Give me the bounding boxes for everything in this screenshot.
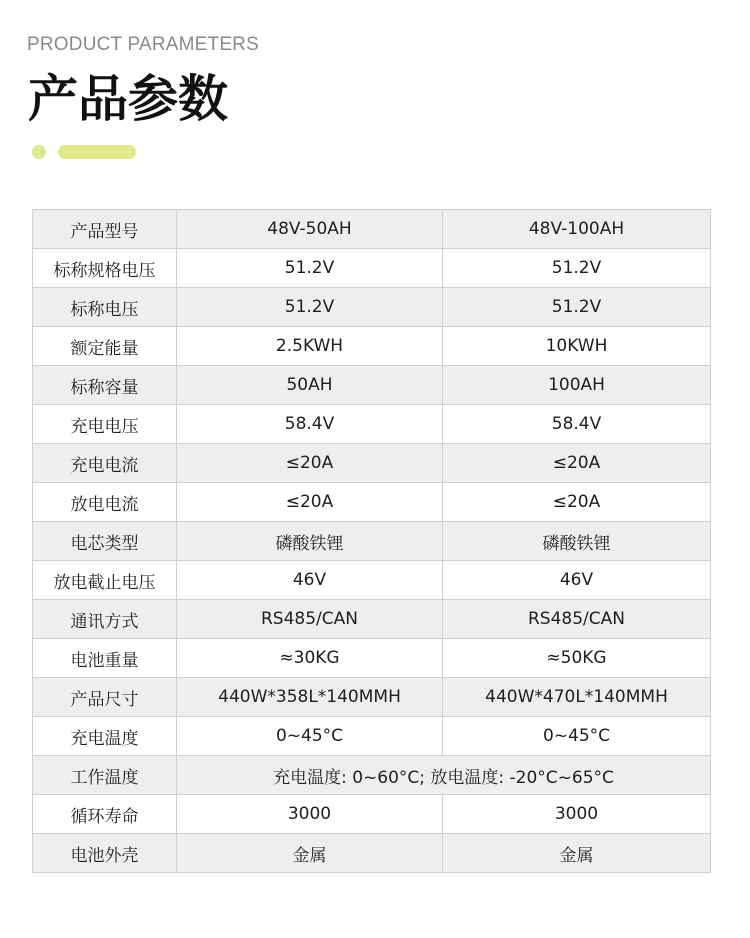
row-label: 产品型号 <box>33 210 177 249</box>
row-label: 产品尺寸 <box>33 678 177 717</box>
table-row <box>33 366 711 405</box>
value-cell: 51.2V <box>443 249 711 288</box>
table-row <box>33 678 711 717</box>
value-cell: ≈50KG <box>443 639 711 678</box>
value-cell: 58.4V <box>177 405 443 444</box>
value-cell: RS485/CAN <box>443 600 711 639</box>
value-cell: 51.2V <box>177 249 443 288</box>
value-cell: 50AH <box>177 366 443 405</box>
table-row <box>33 249 711 288</box>
value-cell: 51.2V <box>443 288 711 327</box>
row-label: 电池外壳 <box>33 834 177 873</box>
value-cell: 46V <box>177 561 443 600</box>
section-subtitle: PRODUCT PARAMETERS <box>27 34 259 55</box>
accent-bar <box>58 145 136 159</box>
table-row <box>33 795 711 834</box>
row-label: 标称容量 <box>33 366 177 405</box>
table-row <box>33 639 711 678</box>
table-row <box>33 483 711 522</box>
value-cell: 2.5KWH <box>177 327 443 366</box>
table-row <box>33 834 711 873</box>
table-row <box>33 327 711 366</box>
row-label: 充电电压 <box>33 405 177 444</box>
row-label: 工作温度 <box>33 756 177 795</box>
value-cell: 金属 <box>443 834 711 873</box>
value-cell: 51.2V <box>177 288 443 327</box>
value-cell: 58.4V <box>443 405 711 444</box>
table-row <box>33 444 711 483</box>
value-cell: 10KWH <box>443 327 711 366</box>
value-cell: 48V-100AH <box>443 210 711 249</box>
value-cell: 0~45°C <box>177 717 443 756</box>
value-cell: 440W*470L*140MMH <box>443 678 711 717</box>
table-row <box>33 522 711 561</box>
table-row <box>33 717 711 756</box>
table-row <box>33 756 711 795</box>
value-cell: 0~45°C <box>443 717 711 756</box>
table-row <box>33 405 711 444</box>
value-cell: 磷酸铁锂 <box>443 522 711 561</box>
value-cell: ≤20A <box>443 483 711 522</box>
product-parameters-table <box>32 209 711 873</box>
value-cell: 金属 <box>177 834 443 873</box>
row-label: 标称电压 <box>33 288 177 327</box>
value-cell: ≤20A <box>443 444 711 483</box>
value-cell: ≈30KG <box>177 639 443 678</box>
page-title: 产品参数 <box>28 70 228 128</box>
value-cell: 磷酸铁锂 <box>177 522 443 561</box>
value-cell: 3000 <box>177 795 443 834</box>
row-label: 电芯类型 <box>33 522 177 561</box>
value-cell: 3000 <box>443 795 711 834</box>
row-label: 电池重量 <box>33 639 177 678</box>
table-row <box>33 210 711 249</box>
value-cell: ≤20A <box>177 444 443 483</box>
accent-dot <box>32 145 46 159</box>
row-label: 通讯方式 <box>33 600 177 639</box>
row-label: 循环寿命 <box>33 795 177 834</box>
value-cell: 100AH <box>443 366 711 405</box>
table-row <box>33 600 711 639</box>
value-cell: ≤20A <box>177 483 443 522</box>
row-label: 额定能量 <box>33 327 177 366</box>
row-label: 放电电流 <box>33 483 177 522</box>
table-row <box>33 561 711 600</box>
value-cell: 48V-50AH <box>177 210 443 249</box>
row-label: 放电截止电压 <box>33 561 177 600</box>
value-cell: 46V <box>443 561 711 600</box>
row-label: 充电温度 <box>33 717 177 756</box>
value-cell: 440W*358L*140MMH <box>177 678 443 717</box>
merged-value-cell: 充电温度: 0~60°C; 放电温度: -20°C~65°C <box>177 756 711 795</box>
table-row <box>33 288 711 327</box>
row-label: 充电电流 <box>33 444 177 483</box>
row-label: 标称规格电压 <box>33 249 177 288</box>
value-cell: RS485/CAN <box>177 600 443 639</box>
